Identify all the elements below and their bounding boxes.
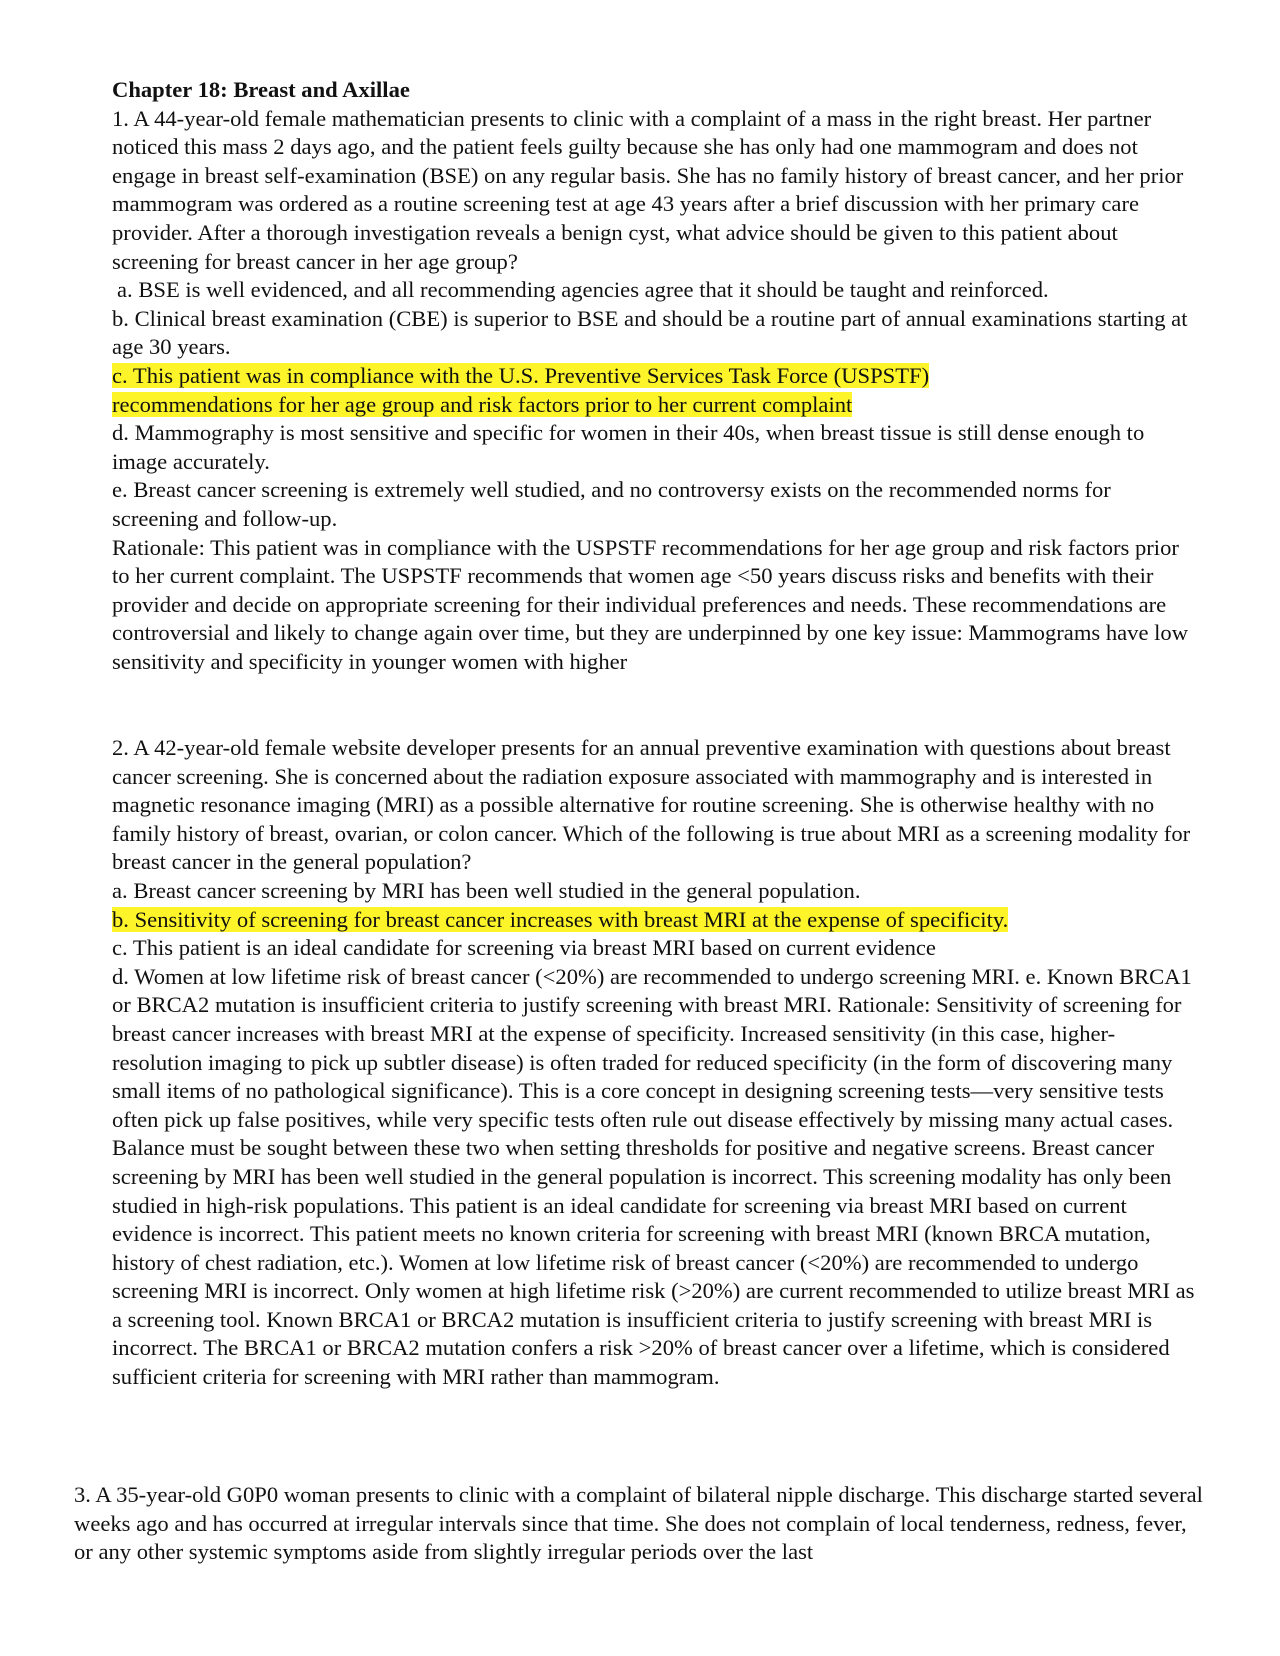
question-1-option-e: e. Breast cancer screening is extremely well studied, and no controversy exists on the recommended norms for screening and follow-up.: [112, 477, 1111, 531]
chapter-title: Chapter 18: Breast and Axillae: [112, 77, 410, 102]
question-3-stem: 3. A 35-year-old G0P0 woman presents to clinic with a complaint of bilateral nipple discharge. This discharge started several weeks ago and has occurred at irregular intervals since that time. She does not complain of local tenderness, redness, fever, or any other systemic symptoms aside from slightly irregular periods over the last: [74, 1482, 1203, 1565]
question-1-option-b: b. Clinical breast examination (CBE) is superior to BSE and should be a routine part of annual examinations starting at age 30 years.: [112, 305, 1188, 360]
question-2-block: [112, 734, 1197, 1392]
question-1-block: [112, 76, 1197, 676]
question-2-option-d-and-rationale: d. Women at low lifetime risk of breast cancer (<20%) are recommended to undergo screening MRI. e. Known BRCA1 or BRCA2 mutation is insufficient criteria to justify screening with breast MRI. Rationale: Sensitivity of screening for breast cancer increases with breast MRI at the expense of specificity. Increased sensitivity (in this case, higher-resolution imaging to pick up subtler disease) is often traded for reduced specificity (in the form of discovering many small items of no pathological significance). This is a core concept in designing screening tests—very sensitive tests often pick up false positives, while very specific tests often rule out disease effectively by missing many actual cases. Balance must be sought between these two when setting thresholds for positive and negative screens. Breast cancer screening by MRI has been well studied in the general population is incorrect. This screening modality has only been studied in high-risk populations. This patient is an ideal candidate for screening via breast MRI based on current evidence is incorrect. This patient meets no known criteria for screening with breast MRI (known BRCA mutation, history of chest radiation, etc.). Women at low lifetime risk of breast cancer (<20%) are recommended to undergo screening MRI is incorrect. Only women at high lifetime risk (>20%) are current recommended to utilize breast MRI as a screening tool. Known BRCA1 or BRCA2 mutation is insufficient criteria to justify screening with breast MRI is incorrect. The BRCA1 or BRCA2 mutation confers a risk >20% of breast cancer over a lifetime, which is considered sufficient criteria for screening with MRI rather than mammogram.: [112, 963, 1195, 1390]
question-1-rationale: Rationale: This patient was in compliance with the USPSTF recommendations for her age group and risk factors prior to her current complaint. The USPSTF recommends that women age <50 years discuss risks and benefits with their provider and decide on appropriate screening for their individual preferences and needs. These recommendations are controversial and likely to change again over time, but they are underpinned by one key issue: Mammograms have low sensitivity and specificity in younger women with higher: [112, 534, 1189, 674]
question-1-option-a: a. BSE is well evidenced, and all recommending agencies agree that it should be taught and reinforced.: [117, 277, 1049, 303]
question-2-option-c: c. This patient is an ideal candidate for screening via breast MRI based on current evidence: [112, 935, 936, 961]
question-1-stem: 1. A 44-year-old female mathematician presents to clinic with a complaint of a mass in the right breast. Her partner noticed this mass 2 days ago, and the patient feels guilty because she has only had one mammogram and does not engage in breast self-examination (BSE) on any regular basis. She has no family history of breast cancer, and her prior mammogram was ordered as a routine screening test at age 43 years after a brief discussion with her primary care provider. After a thorough investigation reveals a benign cyst, what advice should be given to this patient about screening for breast cancer in her age group?: [112, 105, 1184, 274]
highlighted-answer-line-1: c. This patient was in compliance with the U.S. Preventive Services Task Force (USPSTF): [112, 362, 930, 388]
question-1-option-c: [112, 362, 1197, 419]
question-3-block: [74, 1481, 1204, 1567]
question-2-stem: 2. A 42-year-old female website developer presents for an annual preventive examination with questions about breast cancer screening. She is concerned about the radiation exposure associated with mammography and is interested in magnetic resonance imaging (MRI) as a possible alternative for routine screening. She is otherwise healthy with no family history of breast, ovarian, or colon cancer. Which of the following is true about MRI as a screening modality for breast cancer in the general population?: [112, 735, 1191, 875]
question-1-option-d: d. Mammography is most sensitive and specific for women in their 40s, when breast tissue is still dense enough to image accurately.: [112, 420, 1145, 474]
highlighted-answer-line-2: recommendations for her age group and risk factors prior to her current complaint: [112, 391, 853, 417]
question-2-option-b: [112, 906, 1197, 935]
question-2-option-a: a. Breast cancer screening by MRI has been well studied in the general population.: [112, 877, 861, 903]
highlighted-answer: b. Sensitivity of screening for breast cancer increases with breast MRI at the expense of specificity.: [112, 906, 1009, 932]
